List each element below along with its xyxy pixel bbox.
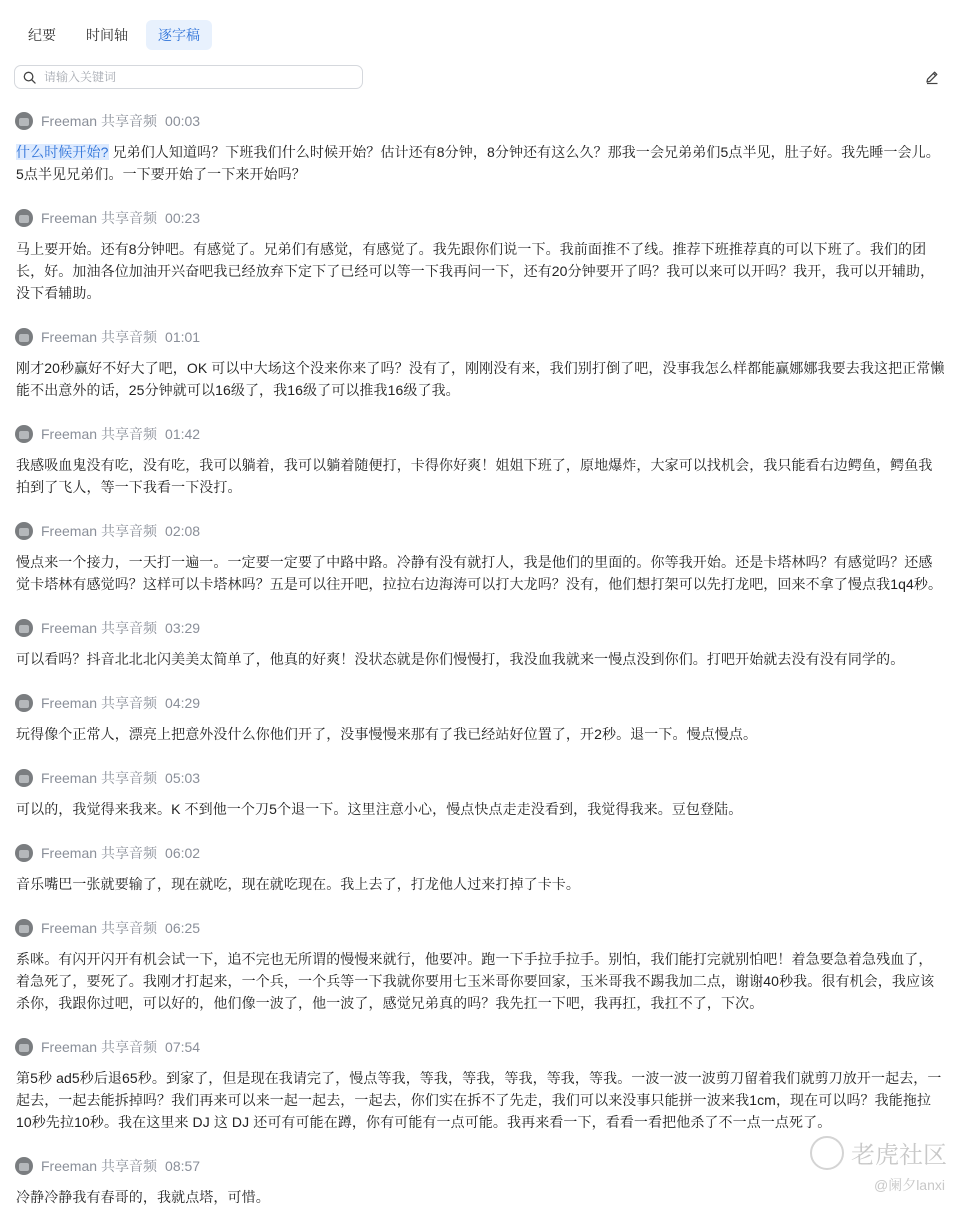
entry-meta <box>15 692 946 714</box>
search-icon <box>23 71 36 84</box>
transcript-body: 慢点来一个接力，一天打一遍一。一定要一定要了中路中路。冷静有没有就打人，我是他们的里面的。你等我开始。还是卡塔林吗？有感觉吗？还感觉卡塔林有感觉吗？这样可以卡塔林吗？五是可以往开吧，拉拉右边海涛可以打大龙吗？没有，他们想打架可以先打龙吧，回来不拿了慢点我1q4秒。 <box>16 554 943 592</box>
transcript-body: 系咪。有闪开闪开有机会试一下，追不完也无所谓的慢慢来就行，他要冲。跑一下手拉手拉手。别怕，我们能打完就别怕吧！着急要急着急残血了，着急死了，要死了。我刚才打起来，一个兵，一个兵等一下我就你要用七玉米哥你要回家，玉米哥我不踢我加二点，谢谢40秒我。很有机会，我应该杀你，我跟你过吧，可以好的，他们像一波了，他一波了，感觉兄弟真的吗？我先扛一下吧，我再扛，我扛不了，下次。 <box>16 951 935 1011</box>
avatar <box>15 112 33 130</box>
transcript-text <box>16 1067 946 1133</box>
transcript-entry <box>16 1036 946 1133</box>
transcript-text <box>16 948 946 1014</box>
avatar <box>15 328 33 346</box>
transcript-text <box>16 238 946 304</box>
transcript-body: 可以看吗？抖音北北北闪美美太简单了，他真的好爽！没状态就是你们慢慢打，我没血我就来一慢点没到你们。打吧开始就去没有没有同学的。 <box>16 651 905 667</box>
speaker-name: Freeman <box>41 113 98 129</box>
transcript-entry <box>16 326 946 401</box>
transcript-entry <box>16 842 946 895</box>
audio-source: 共享音频 <box>101 920 158 936</box>
timestamp[interactable]: 06:25 <box>165 920 201 936</box>
transcript-entry <box>16 917 946 1014</box>
entry-meta <box>15 842 946 864</box>
audio-source: 共享音频 <box>101 523 158 539</box>
transcript-body: 兄弟们人知道吗？下班我们什么时候开始？估计还有8分钟，8分钟还有这么久？那我一会兄弟弟们5点半见，肚子好。我先睡一会儿。5点半见兄弟们。一下要开始了一下来开始吗？ <box>16 144 940 182</box>
avatar <box>15 844 33 862</box>
transcript-body: 音乐嘴巴一张就要输了，现在就吃，现在就吃现在。我上去了，打龙他人过来打掉了卡卡。 <box>16 876 580 892</box>
transcript-body: 马上要开始。还有8分钟吧。有感觉了。兄弟们有感觉，有感觉了。我先跟你们说一下。我前面推不了线。推荐下班推荐真的可以下班了。我们的团长，好。加油各位加油开兴奋吧我已经放弃下定下了已经可以等一下我再问一下，还有20分钟要开了吗？我可以来可以开吗？我开，我可以开辅助，没下看辅助。 <box>16 241 935 301</box>
transcript-entry <box>16 692 946 745</box>
timestamp[interactable]: 03:29 <box>165 620 201 636</box>
audio-source: 共享音频 <box>101 1158 158 1174</box>
avatar <box>15 209 33 227</box>
entry-meta <box>15 767 946 789</box>
transcript-text <box>16 723 946 745</box>
transcript-text <box>16 873 946 895</box>
transcript-text <box>16 551 946 595</box>
transcript-list <box>16 110 946 1230</box>
audio-source: 共享音频 <box>101 329 158 345</box>
audio-source: 共享音频 <box>101 1039 158 1055</box>
transcript-body: 玩得像个正常人，漂亮上把意外没什么你他们开了，没事慢慢来那有了我已经站好位置了，开2秒。退一下。慢点慢点。 <box>16 726 758 742</box>
avatar <box>15 1157 33 1175</box>
tab-transcript[interactable]: 逐字稿 <box>146 20 212 50</box>
tab-bar <box>16 20 212 50</box>
speaker-name: Freeman <box>41 329 98 345</box>
transcript-entry <box>16 1155 946 1208</box>
transcript-body: 我感吸血鬼没有吃，没有吃，我可以躺着，我可以躺着随便打，卡得你好爽！姐姐下班了，原地爆炸，大家可以找机会，我只能看右边鳄鱼，鳄鱼我拍到了飞人，等一下我看一下没打。 <box>16 457 933 495</box>
audio-source: 共享音频 <box>101 770 158 786</box>
transcript-body: 冷静冷静我有春哥的，我就点塔，可惜。 <box>16 1189 270 1205</box>
tab-summary[interactable]: 纪要 <box>28 27 56 43</box>
audio-source: 共享音频 <box>101 845 158 861</box>
avatar <box>15 694 33 712</box>
speaker-name: Freeman <box>41 1158 98 1174</box>
transcript-entry <box>16 617 946 670</box>
search-box <box>14 65 363 89</box>
audio-source: 共享音频 <box>101 695 158 711</box>
timestamp[interactable]: 04:29 <box>165 695 201 711</box>
speaker-name: Freeman <box>41 426 98 442</box>
transcript-entry <box>16 110 946 185</box>
entry-meta <box>15 423 946 445</box>
transcript-body: 刚才20秒赢好不好大了吧，OK 可以中大场这个没来你来了吗？没有了，刚刚没有来，我们别打倒了吧，没事我怎么样都能赢娜娜我要去我这把正常懒能不出意外的话，25分钟就可以16级了，我16级了可以推我16级了我。 <box>16 360 945 398</box>
timestamp[interactable]: 07:54 <box>165 1039 201 1055</box>
entry-meta <box>15 110 946 132</box>
timestamp[interactable]: 05:03 <box>165 770 201 786</box>
watermark-handle: @阑夕lanxi <box>873 1177 945 1193</box>
audio-source: 共享音频 <box>101 113 158 129</box>
avatar <box>15 522 33 540</box>
transcript-body: 第5秒 ad5秒后退65秒。到家了，但是现在我请完了，慢点等我，等我，等我，等我，等我，等我。一波一波一波剪刀留着我们就剪刀放开一起去，一起去，一起去能拆掉吗？我们再来可以来一起一起去，一起去，你们实在拆不了先走，我们可以来没事只能拼一波来我1cm，现在可以吗？我能拖拉10秒先拉10秒。我在这里来 DJ 这 DJ 还可有可能在蹲，你有可能有一点可能。我再来看一下，看看一看把他杀了不一点一点死了。 <box>16 1070 942 1130</box>
speaker-name: Freeman <box>41 770 98 786</box>
entry-meta <box>15 1036 946 1058</box>
transcript-text <box>16 648 946 670</box>
transcript-text <box>16 454 946 498</box>
timestamp[interactable]: 00:03 <box>165 113 201 129</box>
audio-source: 共享音频 <box>101 620 158 636</box>
entry-meta <box>15 326 946 348</box>
audio-source: 共享音频 <box>101 426 158 442</box>
transcript-body: 可以的，我觉得来我来。K 不到他一个刀5个退一下。这里注意小心，慢点快点走走没看到，我觉得我来。豆包登陆。 <box>16 801 743 817</box>
avatar <box>15 425 33 443</box>
watermark-logo-icon <box>810 1136 844 1170</box>
speaker-name: Freeman <box>41 695 98 711</box>
entry-meta <box>15 917 946 939</box>
entry-meta <box>15 520 946 542</box>
search-input[interactable] <box>42 69 346 85</box>
transcript-entry <box>16 520 946 595</box>
timestamp[interactable]: 01:01 <box>165 329 201 345</box>
edit-pencil-icon[interactable] <box>924 69 942 87</box>
transcript-text <box>16 1186 946 1208</box>
timestamp[interactable]: 06:02 <box>165 845 201 861</box>
timestamp[interactable]: 00:23 <box>165 210 201 226</box>
avatar <box>15 619 33 637</box>
transcript-text <box>16 798 946 820</box>
timestamp[interactable]: 02:08 <box>165 523 201 539</box>
transcript-entry <box>16 767 946 820</box>
speaker-name: Freeman <box>41 620 98 636</box>
timestamp[interactable]: 01:42 <box>165 426 201 442</box>
avatar <box>15 919 33 937</box>
speaker-name: Freeman <box>41 845 98 861</box>
transcript-text <box>16 357 946 401</box>
entry-meta <box>15 1155 946 1177</box>
entry-meta <box>15 207 946 229</box>
speaker-name: Freeman <box>41 920 98 936</box>
transcript-entry <box>16 423 946 498</box>
avatar <box>15 769 33 787</box>
timestamp[interactable]: 08:57 <box>165 1158 201 1174</box>
speaker-name: Freeman <box>41 1039 98 1055</box>
search-highlight: 什么时候开始? <box>16 144 109 160</box>
speaker-name: Freeman <box>41 523 98 539</box>
entry-meta <box>15 617 946 639</box>
tab-timeline[interactable]: 时间轴 <box>86 27 128 43</box>
watermark-title: 老虎社区 <box>851 1142 947 1169</box>
speaker-name: Freeman <box>41 210 98 226</box>
transcript-entry <box>16 207 946 304</box>
audio-source: 共享音频 <box>101 210 158 226</box>
transcript-text <box>16 141 946 185</box>
avatar <box>15 1038 33 1056</box>
